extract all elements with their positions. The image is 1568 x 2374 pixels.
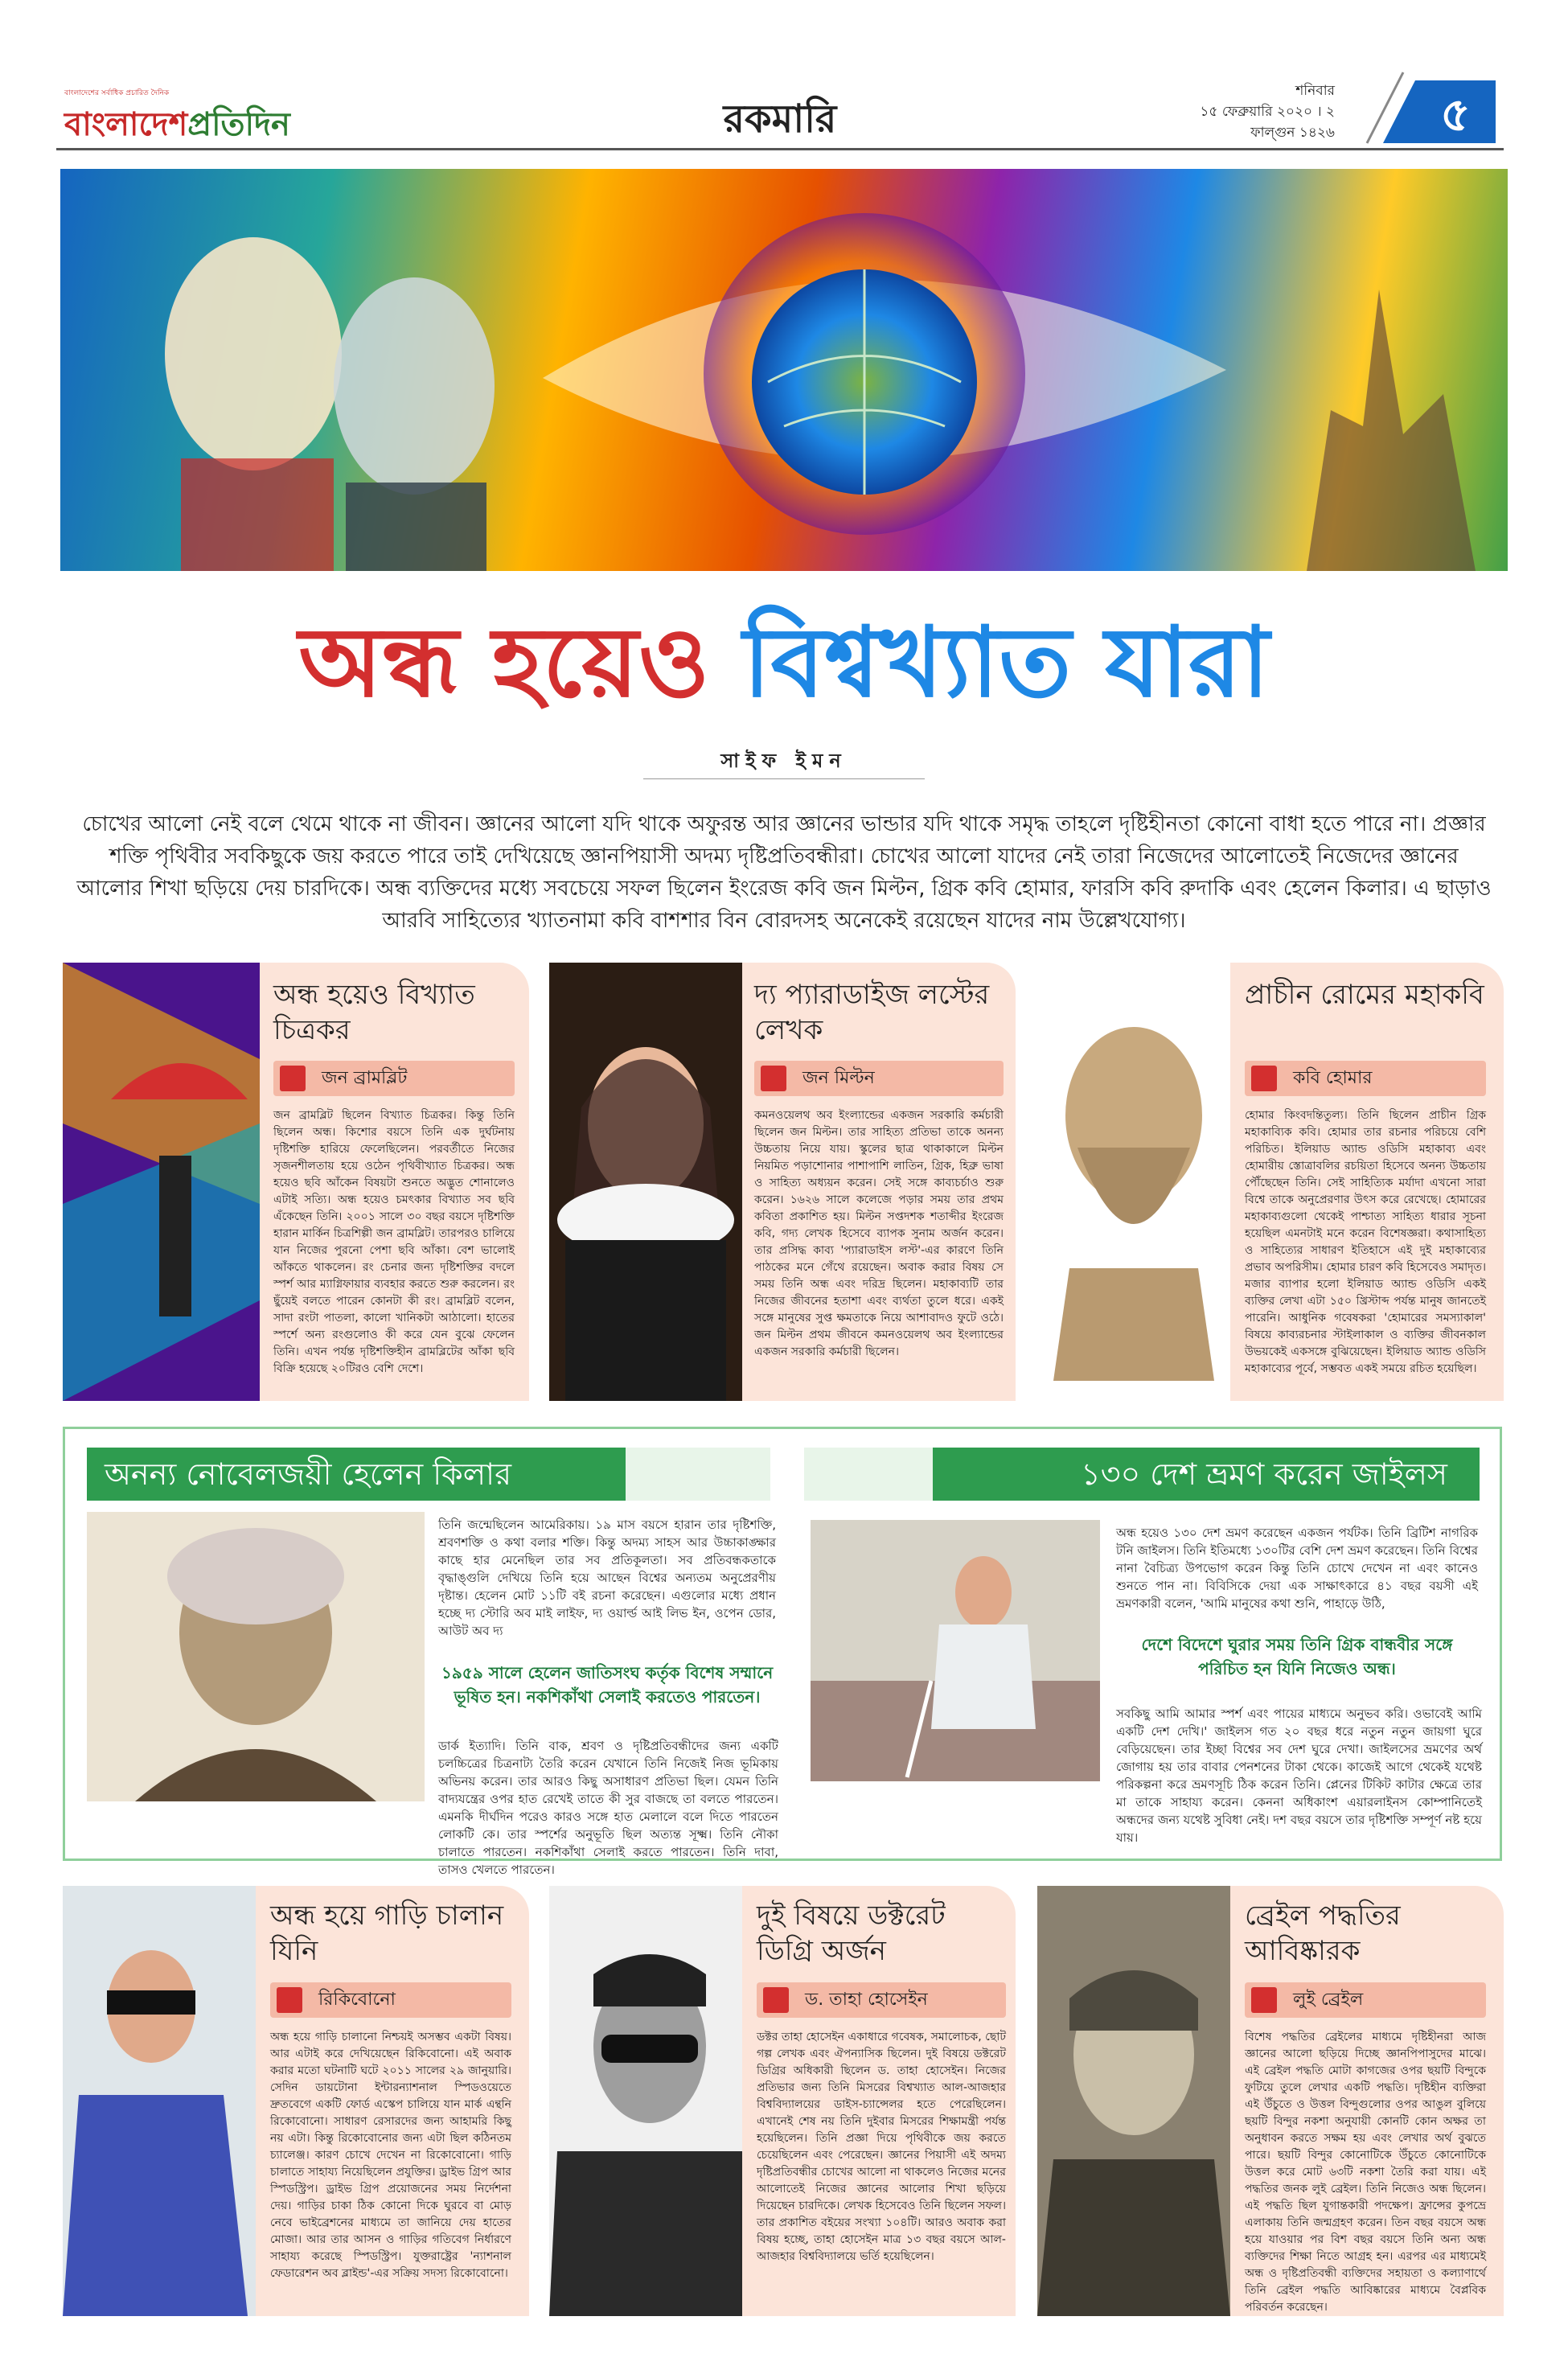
giles-banner: ১৩০ দেশ ভ্রমণ করেন জাইলস	[933, 1448, 1480, 1501]
card-louis-braille	[1037, 1886, 1504, 2316]
page-number: ৫	[1440, 87, 1471, 142]
giles-banner-tail	[804, 1448, 933, 1501]
helen-body-bottom	[87, 1737, 778, 1877]
headline	[0, 607, 1568, 719]
giles-quote: দেশে বিদেশে ঘুরার সময় তিনি গ্রিক বান্ধবীর সঙ্গে পরিচিত হন যিনি নিজেও অন্ধ।	[1141, 1635, 1453, 1678]
card-homer	[1037, 963, 1504, 1401]
photo-bramblitt	[63, 963, 260, 1401]
byline: সাইফ ইমন	[720, 750, 848, 772]
issue-day: শনিবার	[1295, 83, 1335, 99]
card-body: হোমার কিংবদন্তিতুল্য। তিনি ছিলেন প্রাচীন গ্রিক মহাকাব্যিক কবি। হোমার তার রচনার পরিচয়ে বেশি পরিচিত। ইলিয়াড অ্যান্ড ওডিসি মহাকাব্য এবং হোমারীয় স্তোত্রাবলির রচয়িতা হিসেবে অনন্য উচ্চতায় পৌঁছেছেন তিনি। সেই সাহিত্যিক মর্যাদা এখনো সারা বিশ্বে তাকে অনুপ্রেরণার উৎস করে রেখেছে। হোমারের মহাকাব্যগুলো থেকেই পাশ্চাত্য সাহিত্য ধারার সূচনা হয়েছিল এমনটাই মনে করেন বিশেষজ্ঞরা। কথাসাহিত্য ও সাহিত্যের সাধারণ ইতিহাসে এই দুই মহাকাব্যের প্রভাব অপরিসীম। হোমার চারণ কবি হিসেবেও সমাদৃত। মজার ব্যাপার হলো ইলিয়াড অ্যান্ড ওডিসি একই ব্যক্তির লেখা এটা ১৫০ খ্রিস্টাব্দ পর্যন্ত মানুষ জানতেই পারেনি। আধুনিক গবেষকরা 'হোমারের সমস্যাকাল' বিষয়ে কাব্যরচনার স্টাইলাকাল ও ব্যক্তির জীবনকাল উভয়কেই একসঙ্গে বুঝিয়েছেন। ইলিয়াড অ্যান্ড ওডিসি মহাকাব্যের পূর্বে, সম্ভবত একই সময়ে রচিত হয়েছিল।	[1245, 1109, 1486, 1375]
card-body: জন ব্রামব্লিট ছিলেন বিখ্যাত চিত্রকর। কিন্তু তিনি ছিলেন অন্ধ। কিশোর বয়সে তিনি এক দুর্ঘটনায় দৃষ্টিশক্তি হারিয়ে ফেলেছিলেন। পরবর্তীতে নিজের সৃজনশীলতায় হয়ে ওঠেন পৃথিবীখ্যাত চিত্রকর। অন্ধ হয়েও ছবি আঁকেন বিষয়টা শুনতে অদ্ভুত শোনালেও এটাই সত্যি। অন্ধ হয়েও চমৎকার বিখ্যাত সব ছবি এঁকেছেন তিনি। ২০০১ সালে ৩০ বছর বয়সে দৃষ্টিশক্তি হারান মার্কিন চিত্রশিল্পী জন ব্রামব্লিট। তারপরও চালিয়ে যান নিজের পুরনো পেশা ছবি আঁকা। বেশ ভালোই আঁকতে থাকলেন। রং চেনার জন্য দৃষ্টিশক্তির বদলে স্পর্শ আর ম্যাগ্নিফায়ার ব্যবহার করতে শুরু করলেন। রং ছুঁয়েই বলতে পারেন কোনটা কী রং। ব্রামব্লিট বলেন, সাদা রংটা পাতলা, কালো খানিকটা আঠালো। হাতের স্পর্শে অন্য রংগুলোও কী করে যেন বুঝে ফেলেন তিনি। এখন পর্যন্ত দৃষ্টিশক্তিহীন ব্রামব্লিটের আঁকা ছবি বিক্রি হয়েছে ২০টিরও বেশি দেশে।	[273, 1109, 515, 1375]
photo-milton	[549, 963, 742, 1401]
card-body: অন্ধ হয়ে গাড়ি চালানো নিশ্চয়ই অসম্ভব একটা বিষয়। আর এটাই করে দেখিয়েছেন রিকিবোনো। এই অবাক করার মতো ঘটনাটি ঘটে ২০১১ সালের ২৯ জানুয়ারি। সেদিন ডায়টোনা ইন্টারন্যাশনাল স্পিডওয়েতে দ্রুতবেগে একটি ফোর্ড এস্কেপ চালিয়ে যান মার্ক এন্থনি রিকোবোনো। সাধারণ রেসারদের জন্য আহামরি কিছু নয় এটা। কিন্তু রিকোবোনোর জন্য এটা ছিল কঠিনতম চ্যালেঞ্জ। কারণ চোখে দেখেন না রিকোবোনো। গাড়ি চালাতে সাহায্য নিয়েছিলেন প্রযুক্তির। ড্রাইভ গ্রিপ আর স্পিডস্ট্রিপ। ড্রাইভ গ্রিপ প্রয়োজনের সময় নির্দেশনা দেয়। গাড়ির চাকা ঠিক কোনো দিকে ঘুরবে বা মোড় নেবে ভাইব্রেশনের মাধ্যমে তা জানিয়ে দেয় হাতের মোজা। আর তার আসন ও গাড়ির গতিবেগ নির্ধারণে সাহায্য করেছে স্পিডস্ট্রিপ। যুক্তরাষ্ট্রের 'ন্যাশনাল ফেডারেশন অব ব্লাইন্ড'-এর সক্রিয় সদস্য রিকোবোনো।	[270, 2031, 511, 2280]
section-title: রকমারি	[723, 97, 837, 142]
card-name-pill: জন ব্রামব্লিট	[273, 1061, 515, 1096]
masthead-logo	[64, 87, 306, 151]
hero-illustration	[60, 169, 1508, 571]
paper-name-part2: প্রতিদিন	[187, 106, 290, 143]
card-body: কমনওয়েলথ অব ইংল্যান্ডের একজন সরকারি কর্মচারী ছিলেন জন মিল্টন। তার সাহিত্য প্রতিভা তাকে অনন্য উচ্চতায় নিয়ে যায়। স্কুলের ছাত্র থাকাকালে মিল্টন নিয়মিত পড়াশোনার পাশাপাশি লাতিন, গ্রিক, হিব্রু ভাষা ও সাহিত্য অধ্যয়ন করেন। সেই সঙ্গে কাব্যচর্চাও শুরু করেন। ১৬২৬ সালে কলেজে পড়ার সময় তার প্রথম কবিতা প্রকাশিত হয়। মিল্টন সপ্তদশক শতাব্দীর ইংরেজ কবি, গদ্য লেখক হিসেবে ব্যাপক সুনাম অর্জন করেন। তার প্রসিদ্ধ কাব্য 'প্যারাডাইস লস্ট'-এর কারণে তিনি পাঠকের মনে গেঁথে রয়েছেন। অবাক করার বিষয় সে সময় তিনি অন্ধ এবং দরিদ্র ছিলেন। মহাকাব্যটি তার নিজের জীবনের হতাশা এবং ব্যর্থতা তুলে ধরে। একই সঙ্গে মানুষের সুপ্ত ক্ষমতাকে নিয়ে আশাবাদও ফুটে ওঠে। জন মিল্টন প্রথম জীবনে কমনওয়েলথ অব ইংল্যান্ডের একজন সরকারি কর্মচারী ছিলেন।	[754, 1109, 1004, 1358]
page-number-badge	[1367, 72, 1496, 145]
photo-louis-braille	[1037, 1886, 1230, 2316]
card-name-pill: কবি হোমার	[1245, 1061, 1486, 1096]
intro-paragraph: চোখের আলো নেই বলে থেমে থাকে না জীবন। জ্ঞানের আলো যদি থাকে অফুরন্ত আর জ্ঞানের ভান্ডার যদি থাকে সমৃদ্ধ তাহলে দৃষ্টিহীনতা কোনো বাধা হতে পারে না। প্রজ্ঞার শক্তি পৃথিবীর সবকিছুকে জয় করতে পারে তাই দেখিয়েছে জ্ঞানপিয়াসী অদম্য দৃষ্টিপ্রতিবন্ধীরা। চোখের আলো যাদের নেই তারা নিজেদের আলোতেই নিজেদের জ্ঞানের আলোর শিখা ছড়িয়ে দেয় চারদিকে। অন্ধ ব্যক্তিদের মধ্যে সবচেয়ে সফল ছিলেন ইংরেজ কবি জন মিল্টন, গ্রিক কবি হোমার, ফারসি কবি রুদাকি এবং হেলেন কিলার। এ ছাড়াও আরবি সাহিত্যের খ্যাতনামা কবি বাশশার বিন বোরদসহ অনেকেই রয়েছেন যাদের নাম উল্লেখযোগ্য।	[76, 812, 1492, 933]
card-title: দ্য প্যারাডাইজ লস্টের লেখক	[754, 979, 990, 1046]
card-riccobono	[63, 1886, 529, 2316]
card-title: অন্ধ হয়েও বিখ্যাত চিত্রকর	[273, 979, 475, 1046]
photo-riccobono	[63, 1886, 256, 2316]
card-title: ব্রেইল পদ্ধতির আবিষ্কারক	[1245, 1900, 1401, 1967]
issue-date: ১৫ ফেব্রুয়ারি ২০২০ । ২ ফাল্গুন ১৪২৬	[1200, 104, 1335, 141]
portrait-face-2	[334, 277, 495, 495]
card-name-pill: জন মিল্টন	[754, 1061, 1004, 1096]
card-name-pill: ড. তাহা হোসেইন	[757, 1982, 1006, 2018]
card-title: প্রাচীন রোমের মহাকবি	[1245, 979, 1484, 1011]
giles-body-top: অন্ধ হয়েও ১৩০ দেশ ভ্রমণ করেছেন একজন পর্যটক। তিনি ব্রিটিশ নাগরিক টনি জাইলস। তিনি ইতিমধ্যে ১৩০টির বেশি দেশ ভ্রমণ করেছেন। তিনি বিশ্বের নানা বৈচিত্র্য উপভোগ করেন কিন্তু তিনি চোখে দেখেন না এবং কানেও শুনতে পান না। বিবিসিকে দেয়া এক সাক্ষাৎকারে ৪১ বছর বয়সী এই ভ্রমণকারী বলেন, 'আমি মানুষের কথা শুনি, পাহাড়ে উঠি,	[1116, 1526, 1478, 1611]
city-skyline	[1307, 290, 1476, 571]
masthead-rule	[56, 148, 1504, 150]
card-taha-hussein	[549, 1886, 1016, 2316]
giles-body-bottom	[811, 1705, 1482, 1850]
giles-body-bottom-text: সবকিছু আমি আমার স্পর্শ এবং পায়ের মাধ্যমে অনুভব করি। ওভাবেই আমি একটি দেশ দেখি।' জাইলস গত ২০ বছর ধরে নতুন নতুন জায়গা ঘুরে বেড়িয়েছেন। তার ইচ্ছা বিশ্বের সব দেশ ঘুরে দেখা। জাইলসের ভ্রমণের অর্থ জোগায় হয় তার বাবার পেনশনের টাকা থেকে। কাজেই আগে থেকেই যথেষ্ট পরিকল্পনা করে ভ্রমণসূচি ঠিক করেন তিনি। প্লেনের টিকিট কাটার ক্ষেত্রে তার মা তাকে সাহায্য করেন। কেননা অধিকাংশ এয়ারলাইনস কোম্পানিতেই অন্ধদের জন্য যথেষ্ট সুবিধা নেই। দশ বছর বয়সে তার দৃষ্টিশক্তি সম্পূর্ণ নষ্ট হয়ে যায়।	[1116, 1707, 1482, 1845]
card-milton	[549, 963, 1016, 1401]
headline-part1: অন্ধ হয়েও	[298, 607, 710, 719]
helen-banner-tail	[626, 1448, 770, 1501]
card-name-pill: লুই ব্রেইল	[1245, 1982, 1486, 2018]
photo-homer	[1037, 963, 1230, 1401]
card-title: দুই বিষয়ে ডক্টরেট ডিগ্রি অর্জন	[757, 1900, 946, 1967]
masthead-tagline: বাংলাদেশের সর্বাধিক প্রচারিত দৈনিক	[64, 89, 170, 97]
byline-rule	[643, 778, 925, 779]
card-body: বিশেষ পদ্ধতির ব্রেইলের মাধ্যমে দৃষ্টিহীনরা আজ জ্ঞানের আলো ছড়িয়ে দিচ্ছে জ্ঞানপিপাসুদের মাঝে। এই ব্রেইল পদ্ধতি মোটা কাগজের ওপর ছয়টি বিন্দুকে ফুটিয়ে তুলে লেখার একটি পদ্ধতি। দৃষ্টিহীন ব্যক্তিরা এই উঁচুতে ও উত্তল বিন্দুগুলোর ওপর আঙুল বুলিয়ে ছয়টি বিন্দুর নকশা অনুযায়ী কোনটি কোন অক্ষর তা অনুধাবন করতে সক্ষম হয় এবং লেখার অর্থ বুঝতে পারে। ছয়টি বিন্দুর কোনোটিকে উঁচুতে কোনোটিকে উত্তল করে মোট ৬৩টি নকশা তৈরি করা যায়। এই পদ্ধতির জনক লুই ব্রেইল। তিনি নিজেও অন্ধ ছিলেন। এই পদ্ধতি ছিল যুগান্তকারী পদক্ষেপ। ফ্রান্সের কুপভ্রে এলাকায় তিনি জন্মগ্রহণ করেন। তিন বছর বয়সে অন্ধ হয়ে যাওয়ার পর বিশ বছর বয়সে তিনি অন্য অন্ধ ব্যক্তিদের শিক্ষা নিতে আগ্রহ হন। এরপর এর মাধ্যমেই অন্ধ ও দৃষ্টিপ্রতিবন্ধী ব্যক্তিদের সহায়তা ও কল্যাণার্থে তিনি ব্রেইল পদ্ধতি আবিষ্কারের মাধ্যমে বৈপ্লবিক পরিবর্তন করেছেন।	[1245, 2031, 1486, 2314]
card-title: অন্ধ হয়ে গাড়ি চালান যিনি	[270, 1900, 504, 1967]
helen-quote: ১৯৫৯ সালে হেলেন জাতিসংঘ কর্তৃক বিশেষ সম্মানে ভূষিত হন। নকশিকাঁথা সেলাই করতেও পারতেন।	[441, 1663, 774, 1707]
paper-name-part1: বাংলাদেশ	[64, 106, 188, 143]
card-name-pill: রিকিবোনো	[270, 1982, 511, 2018]
portrait-face-1	[165, 237, 342, 470]
card-body: ডক্টর তাহা হোসেইন একাধারে গবেষক, সমালোচক, ছোট গল্প লেখক এবং ঐপন্যাসিক ছিলেন। দুই বিষয়ে ডক্টরেট ডিগ্রির অধিকারী ছিলেন ড. তাহা হোসেইন। নিজের প্রতিভার জন্য তিনি মিসরের বিশ্বখ্যাত আল-আজহার বিশ্ববিদ্যালয়ের ডাইস-চ্যান্সেলর হতে পেরেছিলেন। এখানেই শেষ নয় তিনি দুইবার মিসরের শিক্ষামন্ত্রী পর্যন্ত হয়েছিলেন। তিনি প্রজ্ঞা দিয়ে পৃথিবীকে জয় করতে চেয়েছিলেন এবং পেরেছেন। জ্ঞানের পিয়াসী এই অদম্য দৃষ্টিপ্রতিবন্ধীর চোখের আলো না থাকলেও নিজের মনের আলোতেই নিজের জ্ঞানের আলোর শিখা ছড়িয়ে দিয়েছেন চারদিকে। লেখক হিসেবেও তিনি ছিলেন সফল। তার প্রকাশিত বইয়ের সংখ্যা ১০৪টি। আরও অবাক করা বিষয় হচ্ছে, তাহা হোসেইন মাত্র ১৩ বছর বয়সে আল-আজহার বিশ্ববিদ্যালয়ে ভর্তি হয়েছিলেন।	[757, 2031, 1006, 2263]
helen-body-bottom-text: ডার্ক ইত্যাদি। তিনি বাক, শ্রবণ ও দৃষ্টিপ্রতিবন্ধীদের জন্য একটি চলচ্চিত্রের চিত্রনাট্য তৈরি করেন যেখানে তিনি নিজেই নিজ ভূমিকায় অভিনয় করেন। তার আরও কিছু অসাধারণ প্রতিভা ছিল। যেমন তিনি বাদ্যযন্ত্রের ওপর হাত রেখেই তাতে কী সুর বাজছে তা বলতে পারতেন। এমনকি দীর্ঘদিন পরেও কারও সঙ্গে হাত মেলালে বলে দিতে পারতেন লোকটি কে। তার স্পর্শের অনুভূতি ছিল অত্যন্ত সূক্ষ্ম। তিনি নৌকা চালাতে পারতেন। নকশিকাঁথা সেলাই করতে পারতেন। তিনি দাবা, তাসও খেলতে পারতেন।	[438, 1739, 778, 1877]
headline-part2: বিশ্বখ্যাত যারা	[743, 607, 1270, 719]
helen-body-top: তিনি জন্মেছিলেন আমেরিকায়। ১৯ মাস বয়সে হারান তার দৃষ্টিশক্তি, শ্রবণশক্তি ও কথা বলার শক্তি। কিন্তু অদম্য সাহস আর উচ্চাকাঙ্ক্ষার কাছে হার মেনেছিল তার সব প্রতিকূলতা। সব প্রতিবন্ধকতাকে বৃদ্ধাঙ্গুলি দেখিয়ে তিনি হয়ে আছেন বিশ্বের অন্যতম অনুপ্রেরণীয় দৃষ্টান্ত। হেলেন মোট ১১টি বই রচনা করেছেন। এগুলোর মধ্যে প্রধান হচ্ছে দ্য স্টোরি অব মাই লাইফ, দ্য ওয়ার্ল্ড আই লিভ ইন, ওপেন ডোর, আউট অব দ্য	[438, 1518, 776, 1638]
photo-taha-hussein	[549, 1886, 742, 2316]
date-block	[1158, 80, 1335, 143]
helen-banner: অনন্য নোবেলজয়ী হেলেন কিলার	[87, 1448, 626, 1501]
card-bramblitt	[63, 963, 529, 1401]
